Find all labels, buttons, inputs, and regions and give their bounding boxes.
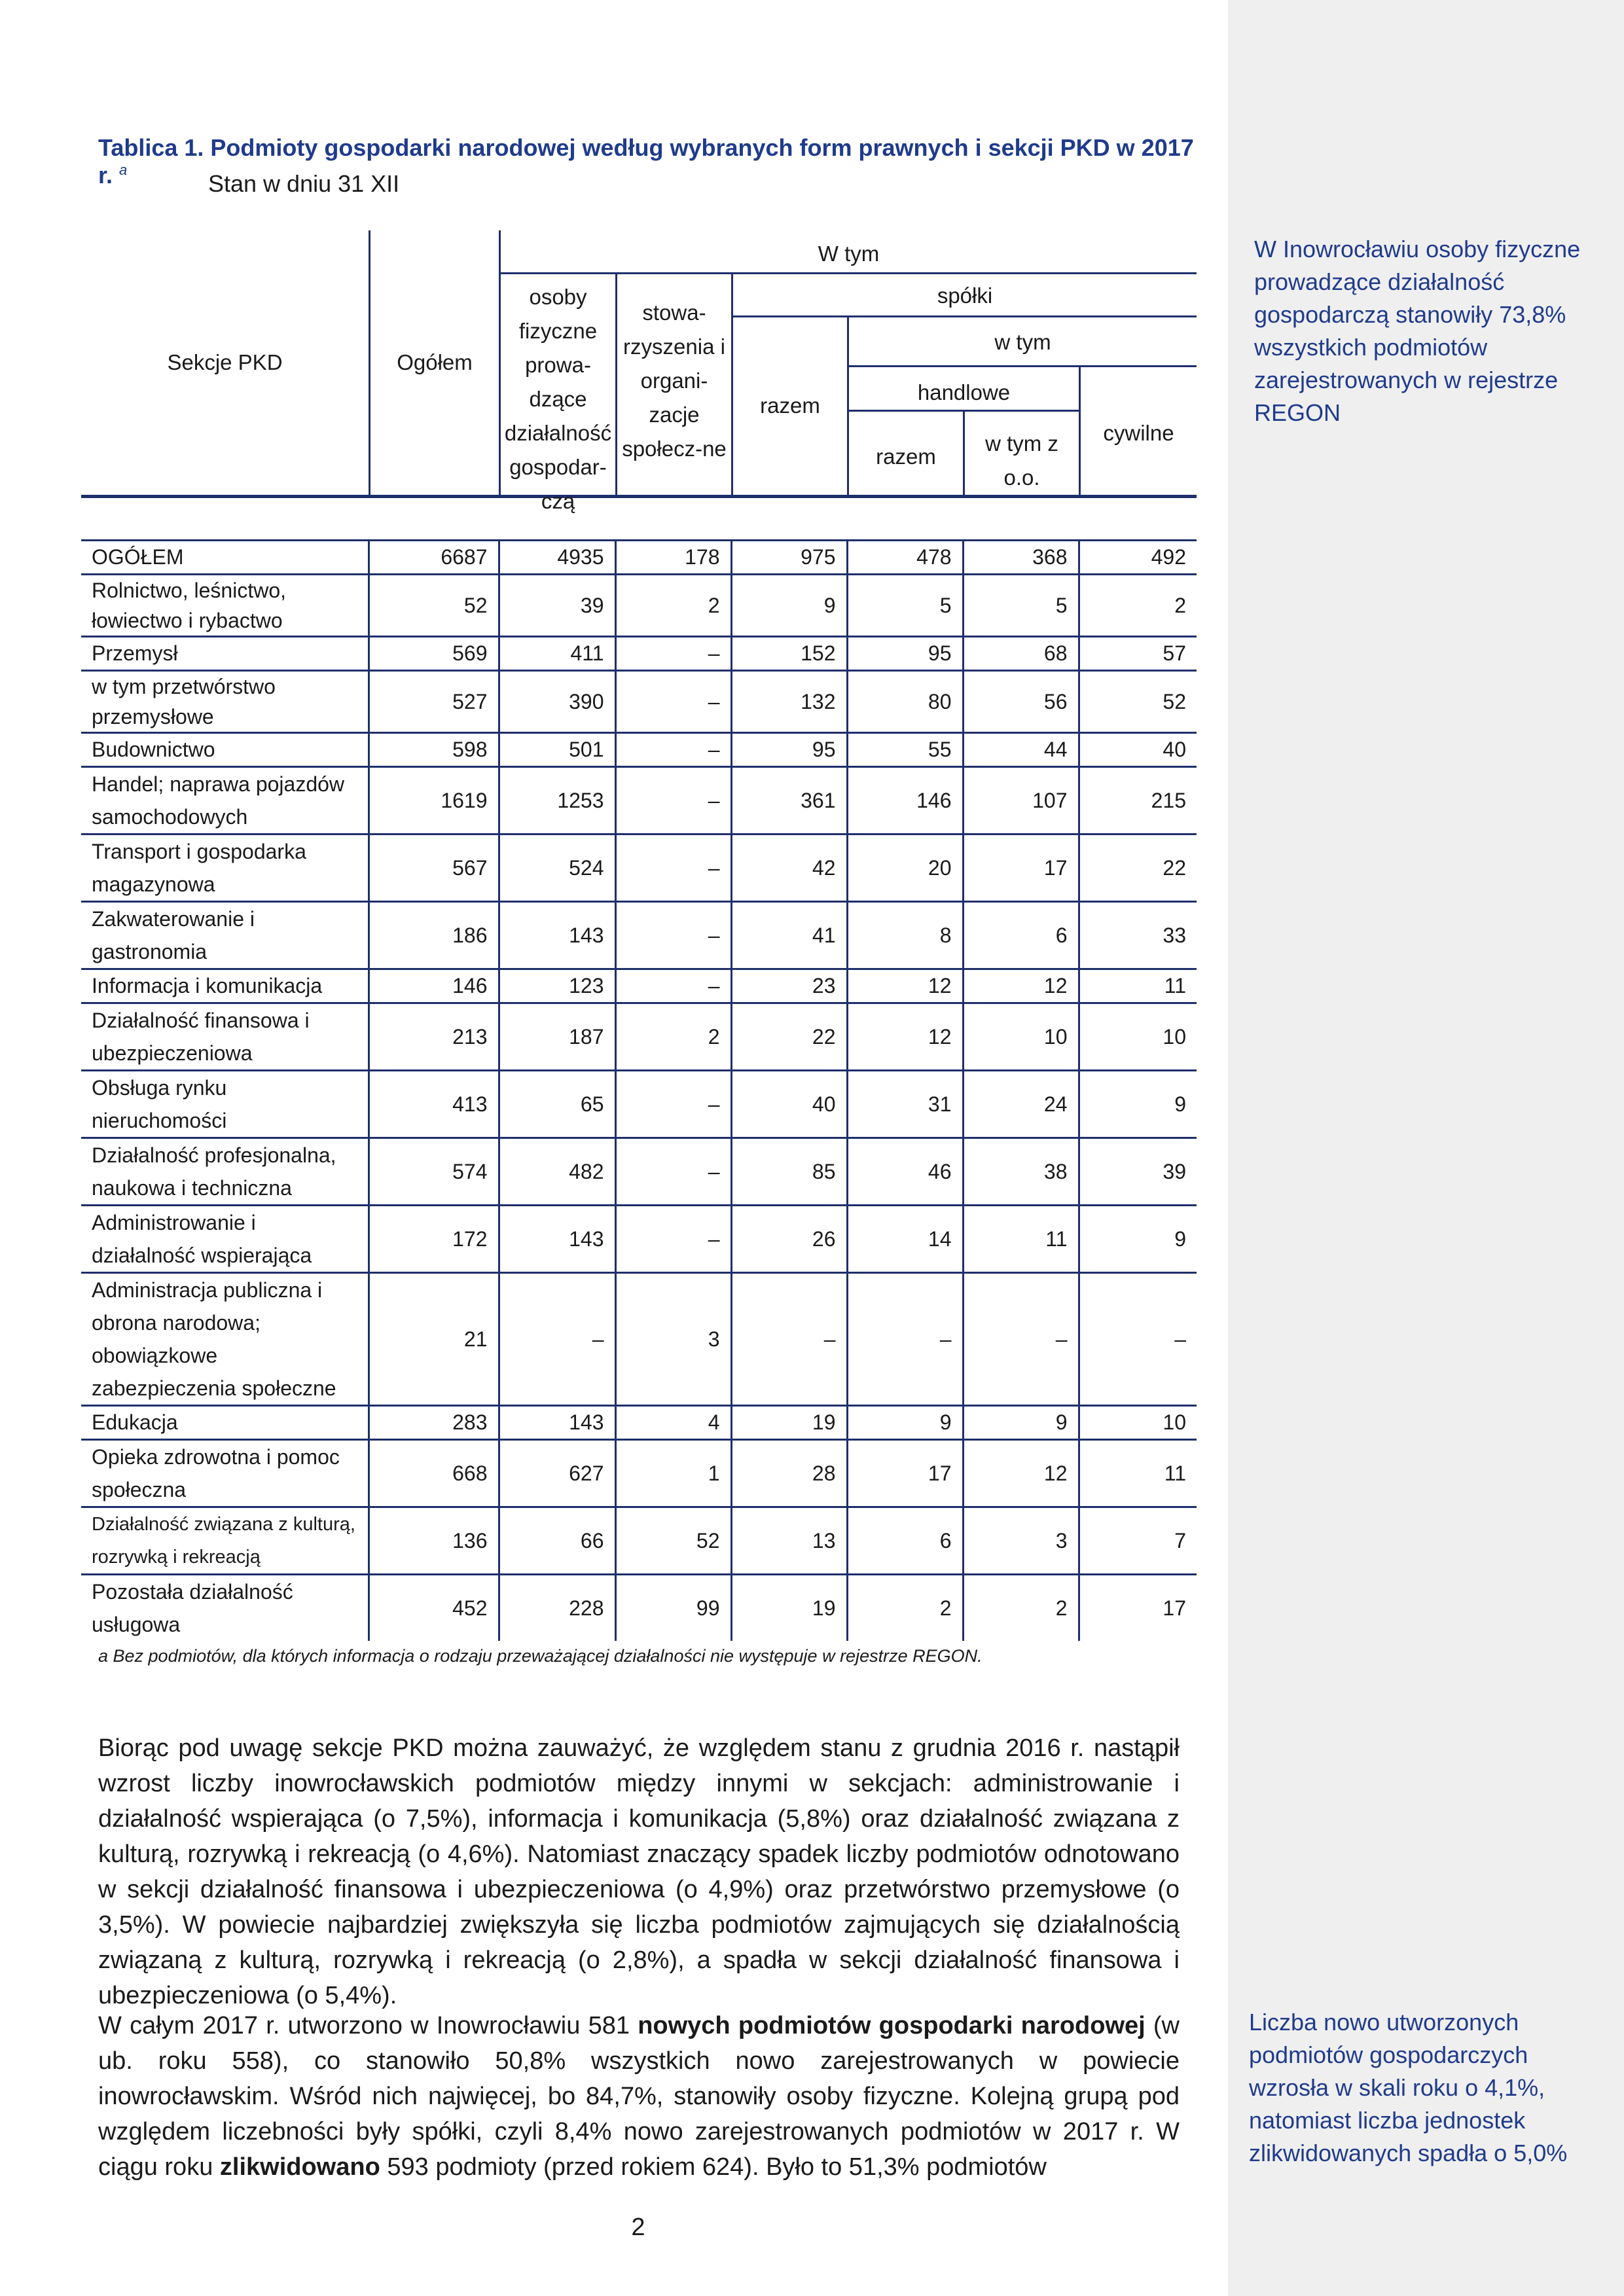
table-row: [81, 902, 1197, 969]
cell-cywilne: 33: [1079, 902, 1197, 969]
cell-cywilne: 9: [1079, 1206, 1197, 1273]
cell-ogolem: 527: [369, 671, 499, 733]
cell-spolki-razem: 9: [731, 575, 847, 637]
cell-cywilne: 492: [1079, 541, 1197, 575]
cell-ogolem: 1619: [369, 767, 499, 834]
cell-cywilne: 7: [1079, 1507, 1197, 1575]
header-stowarzyszenia: stowa-rzyszenia i organi-zacje społecz-ne: [622, 300, 727, 461]
cell-zoo: 12: [963, 969, 1079, 1003]
cell-spolki-razem: 152: [731, 637, 847, 671]
page-number: 2: [631, 2214, 645, 2241]
header-razem: razem: [760, 393, 820, 418]
cell-spolki-razem: 42: [731, 834, 847, 902]
header-cywilne: cywilne: [1103, 421, 1174, 445]
cell-osoby: 65: [499, 1071, 615, 1138]
cell-zoo: 11: [963, 1206, 1079, 1273]
cell-spolki-razem: 13: [731, 1507, 847, 1575]
cell-ogolem: 21: [369, 1273, 499, 1406]
cell-zoo: 38: [963, 1138, 1079, 1206]
cell-cywilne: 57: [1079, 637, 1197, 671]
cell-spolki-razem: 361: [731, 767, 847, 834]
cell-ogolem: 213: [369, 1003, 499, 1071]
cell-handlowe-razem: 5: [847, 575, 963, 637]
cell-handlowe-razem: 8: [847, 902, 963, 969]
table-row: [81, 1575, 1197, 1641]
cell-spolki-razem: 132: [731, 671, 847, 733]
cell-cywilne: 11: [1079, 969, 1197, 1003]
row-label: Zakwaterowanie i gastronomia: [81, 902, 369, 969]
cell-osoby: 482: [499, 1138, 615, 1206]
table-row: [81, 541, 1197, 575]
cell-stowarzyszenia: –: [615, 969, 731, 1003]
table-row: [81, 1406, 1197, 1440]
cell-zoo: 10: [963, 1003, 1079, 1071]
cell-zoo: –: [963, 1273, 1079, 1406]
table-row: [81, 575, 1197, 637]
cell-handlowe-razem: 20: [847, 834, 963, 902]
row-label: Administracja publiczna i obrona narodowa; obowiązkowe zabezpieczenia społeczne: [81, 1273, 369, 1406]
sidebar-note-1: W Inowrocławiu osoby fizyczne prowadzące działalność gospodarczą stanowiły 73,8% wszystkich podmiotów zarejestrowanych w rejestrze REGON: [1254, 236, 1581, 426]
cell-stowarzyszenia: –: [615, 902, 731, 969]
header-sekcje: Sekcje PKD: [167, 350, 283, 374]
cell-osoby: 66: [499, 1507, 615, 1575]
header-wtym-sub: w tym: [994, 330, 1051, 354]
cell-spolki-razem: 23: [731, 969, 847, 1003]
cell-zoo: 2: [963, 1575, 1079, 1641]
cell-stowarzyszenia: –: [615, 767, 731, 834]
cell-ogolem: 569: [369, 637, 499, 671]
cell-cywilne: 39: [1079, 1138, 1197, 1206]
cell-zoo: 5: [963, 575, 1079, 637]
cell-handlowe-razem: 12: [847, 1003, 963, 1071]
row-label: Obsługa rynku nieruchomości: [81, 1071, 369, 1138]
cell-stowarzyszenia: –: [615, 1138, 731, 1206]
cell-cywilne: 40: [1079, 733, 1197, 767]
cell-ogolem: 567: [369, 834, 499, 902]
table-row: [81, 1206, 1197, 1273]
cell-ogolem: 146: [369, 969, 499, 1003]
table-row: [81, 1071, 1197, 1138]
cell-ogolem: 283: [369, 1406, 499, 1440]
cell-stowarzyszenia: 1: [615, 1440, 731, 1507]
row-label: Informacja i komunikacja: [81, 969, 369, 1003]
cell-stowarzyszenia: –: [615, 1071, 731, 1138]
cell-stowarzyszenia: 2: [615, 1003, 731, 1071]
row-label: w tym przetwórstwo przemysłowe: [81, 671, 369, 733]
table-row: [81, 767, 1197, 834]
row-label: Transport i gospodarka magazynowa: [81, 834, 369, 902]
table-footnote: a Bez podmiotów, dla których informacja o rodzaju przeważającej działalności nie występuje w rejestrze REGON.: [98, 1646, 983, 1666]
header-ogolem: Ogółem: [397, 350, 473, 374]
cell-stowarzyszenia: 2: [615, 575, 731, 637]
paragraph-bold-text: nowych podmiotów gospodarki narodowej: [638, 2012, 1146, 2039]
row-label: Edukacja: [81, 1406, 369, 1440]
cell-handlowe-razem: 80: [847, 671, 963, 733]
row-label: Przemysł: [81, 637, 369, 671]
cell-cywilne: 9: [1079, 1071, 1197, 1138]
table-row: [81, 637, 1197, 671]
table-row: [81, 733, 1197, 767]
row-label: Pozostała działalność usługowa: [92, 1580, 293, 1636]
cell-ogolem: 413: [369, 1071, 499, 1138]
cell-osoby: 187: [499, 1003, 615, 1071]
paragraph-text: (w ub. roku 558), co stanowiło 50,8% wszystkich nowo zarejestrowanych w powiecie inowrocławskim. Wśród nich najwięcej, bo 84,7%, stanowiły osoby fizyczne. Kolejną grupą pod względem liczebności były spółki, czyli 8,4% nowo zarejestrowanych podmiotów w 2017 r. W ciągu roku: [98, 2012, 1180, 2181]
row-label: Rolnictwo, leśnictwo, łowiectwo i rybactwo: [81, 575, 369, 637]
cell-osoby: 39: [499, 575, 615, 637]
row-label: Opieka zdrowotna i pomoc społeczna: [81, 1440, 369, 1507]
table-row: [81, 969, 1197, 1003]
cell-osoby: 411: [499, 637, 615, 671]
cell-handlowe-razem: 478: [847, 541, 963, 575]
cell-osoby: 390: [499, 671, 615, 733]
cell-stowarzyszenia: –: [615, 671, 731, 733]
header-spolki: spółki: [937, 283, 993, 308]
cell-spolki-razem: 85: [731, 1138, 847, 1206]
cell-handlowe-razem: 2: [847, 1575, 963, 1641]
cell-spolki-razem: 22: [731, 1003, 847, 1071]
cell-zoo: 9: [963, 1406, 1079, 1440]
cell-osoby: 143: [499, 1206, 615, 1273]
cell-osoby: 143: [499, 902, 615, 969]
table-subtitle: Stan w dniu 31 XII: [208, 170, 400, 197]
cell-spolki-razem: 95: [731, 733, 847, 767]
cell-cywilne: 10: [1079, 1406, 1197, 1440]
cell-stowarzyszenia: 52: [615, 1507, 731, 1575]
cell-stowarzyszenia: –: [615, 1206, 731, 1273]
cell-zoo: 368: [963, 541, 1079, 575]
row-label: OGÓŁEM: [81, 541, 369, 575]
table-title-footnote-mark: a: [119, 162, 128, 178]
cell-osoby: 123: [499, 969, 615, 1003]
data-table: [81, 539, 1197, 1641]
cell-stowarzyszenia: –: [615, 637, 731, 671]
cell-cywilne: 52: [1079, 671, 1197, 733]
header-handlowe: handlowe: [917, 380, 1011, 404]
cell-osoby: 4935: [499, 541, 615, 575]
header-rule: [847, 410, 1079, 412]
cell-zoo: 12: [963, 1440, 1079, 1507]
cell-spolki-razem: 19: [731, 1406, 847, 1440]
cell-handlowe-razem: 17: [847, 1440, 963, 1507]
cell-handlowe-razem: 14: [847, 1206, 963, 1273]
table-row: [81, 1273, 1197, 1406]
header-razem-handlowe: razem: [876, 444, 936, 469]
cell-ogolem: 668: [369, 1440, 499, 1507]
row-label: Budownictwo: [81, 733, 369, 767]
cell-handlowe-razem: 146: [847, 767, 963, 834]
body-paragraph-2: [98, 2008, 1180, 2185]
cell-zoo: 44: [963, 733, 1079, 767]
cell-cywilne: 17: [1079, 1575, 1197, 1641]
cell-cywilne: –: [1079, 1273, 1197, 1406]
header-wtym-zoo: w tym z o.o.: [985, 431, 1058, 490]
cell-cywilne: 10: [1079, 1003, 1197, 1071]
paragraph-bold-text: zlikwidowano: [219, 2153, 380, 2181]
cell-zoo: 107: [963, 767, 1079, 834]
cell-handlowe-razem: 95: [847, 637, 963, 671]
table-row: [81, 671, 1197, 733]
cell-spolki-razem: 40: [731, 1071, 847, 1138]
cell-spolki-razem: 28: [731, 1440, 847, 1507]
paragraph-text: W całym 2017 r. utworzono w Inowrocławiu 581: [98, 2012, 638, 2039]
cell-ogolem: 452: [369, 1575, 499, 1641]
cell-ogolem: 574: [369, 1138, 499, 1206]
cell-ogolem: 136: [369, 1507, 499, 1575]
cell-ogolem: 6687: [369, 541, 499, 575]
cell-stowarzyszenia: –: [615, 733, 731, 767]
cell-osoby: 501: [499, 733, 615, 767]
cell-handlowe-razem: 9: [847, 1406, 963, 1440]
body-paragraph-1: Biorąc pod uwagę sekcje PKD można zauważyć, że względem stanu z grudnia 2016 r. nastąpił wzrost liczby inowrocławskich podmiotów między innymi w sekcjach: administrowanie i działalność wspierająca (o 7,5%), informacja i komunikacja (5,8%) oraz działalność związana z kulturą, rozrywką i rekreacją (o 4,6%). Natomiast znaczący spadek liczby podmiotów odnotowano w sekcji działalność finansowa i ubezpieczeniowa (o 4,9%) oraz przetwórstwo przemysłowe (o 3,5%). W powiecie najbardziej zwiększyła się liczba podmiotów zajmujących się działalnością związaną z kulturą, rozrywką i rekreacją (o 2,8%), a spadła w sekcji działalność finansowa i ubezpieczeniowa (o 5,4%).: [98, 1734, 1180, 2009]
header-rule: [847, 365, 1197, 367]
cell-ogolem: 172: [369, 1206, 499, 1273]
table-row: [81, 1138, 1197, 1206]
cell-osoby: 1253: [499, 767, 615, 834]
cell-cywilne: 2: [1079, 575, 1197, 637]
cell-stowarzyszenia: 4: [615, 1406, 731, 1440]
cell-stowarzyszenia: 3: [615, 1273, 731, 1406]
cell-handlowe-razem: 46: [847, 1138, 963, 1206]
table-row: [81, 1507, 1197, 1575]
cell-cywilne: 22: [1079, 834, 1197, 902]
cell-handlowe-razem: 31: [847, 1071, 963, 1138]
table-title-text: Tablica 1. Podmioty gospodarki narodowej według wybranych form prawnych i sekcji PKD w 2017 r.: [98, 134, 1194, 188]
cell-handlowe-razem: 12: [847, 969, 963, 1003]
cell-osoby: 524: [499, 834, 615, 902]
header-rule: [731, 315, 1197, 317]
cell-spolki-razem: 41: [731, 902, 847, 969]
row-label: Działalność związana z kulturą, rozrywką i rekreacją: [81, 1507, 369, 1575]
row-label: Administrowanie i działalność wspierająca: [81, 1206, 369, 1273]
cell-spolki-razem: 19: [731, 1575, 847, 1641]
cell-zoo: 3: [963, 1507, 1079, 1575]
header-bottom-rule: [81, 495, 1197, 498]
table-row: [81, 834, 1197, 902]
row-label: Handel; naprawa pojazdów samochodowych: [81, 767, 369, 834]
cell-stowarzyszenia: 99: [615, 1575, 731, 1641]
cell-spolki-razem: 975: [731, 541, 847, 575]
cell-zoo: 17: [963, 834, 1079, 902]
cell-zoo: 68: [963, 637, 1079, 671]
cell-cywilne: 215: [1079, 767, 1197, 834]
cell-handlowe-razem: 55: [847, 733, 963, 767]
cell-zoo: 6: [963, 902, 1079, 969]
cell-handlowe-razem: –: [847, 1273, 963, 1406]
sidebar-note-2: Liczba nowo utworzonych podmiotów gospodarczych wzrosła w skali roku o 4,1%, natomiast liczba jednostek zlikwidowanych spadła o 5,0%: [1249, 2009, 1568, 2166]
cell-ogolem: 186: [369, 902, 499, 969]
cell-ogolem: 52: [369, 575, 499, 637]
cell-ogolem: 598: [369, 733, 499, 767]
row-label: Działalność finansowa i ubezpieczeniowa: [81, 1003, 369, 1071]
table-row: [81, 1003, 1197, 1071]
cell-zoo: 24: [963, 1071, 1079, 1138]
cell-handlowe-razem: 6: [847, 1507, 963, 1575]
cell-spolki-razem: 26: [731, 1206, 847, 1273]
header-wtym: W tym: [818, 242, 880, 266]
cell-cywilne: 11: [1079, 1440, 1197, 1507]
cell-osoby: 143: [499, 1406, 615, 1440]
paragraph-text: 593 podmioty (przed rokiem 624). Było to 51,3% podmiotów: [380, 2153, 1047, 2181]
row-label: Działalność profesjonalna, naukowa i techniczna: [81, 1138, 369, 1206]
cell-zoo: 56: [963, 671, 1079, 733]
cell-stowarzyszenia: 178: [615, 541, 731, 575]
table-row: [81, 1440, 1197, 1507]
cell-spolki-razem: –: [731, 1273, 847, 1406]
header-rule: [499, 272, 1197, 274]
cell-osoby: –: [499, 1273, 615, 1406]
header-osoby: osoby fizyczne prowa-dzące działalność gospodar-czą: [504, 285, 612, 513]
cell-osoby: 228: [499, 1575, 615, 1641]
cell-stowarzyszenia: –: [615, 834, 731, 902]
cell-osoby: 627: [499, 1440, 615, 1507]
